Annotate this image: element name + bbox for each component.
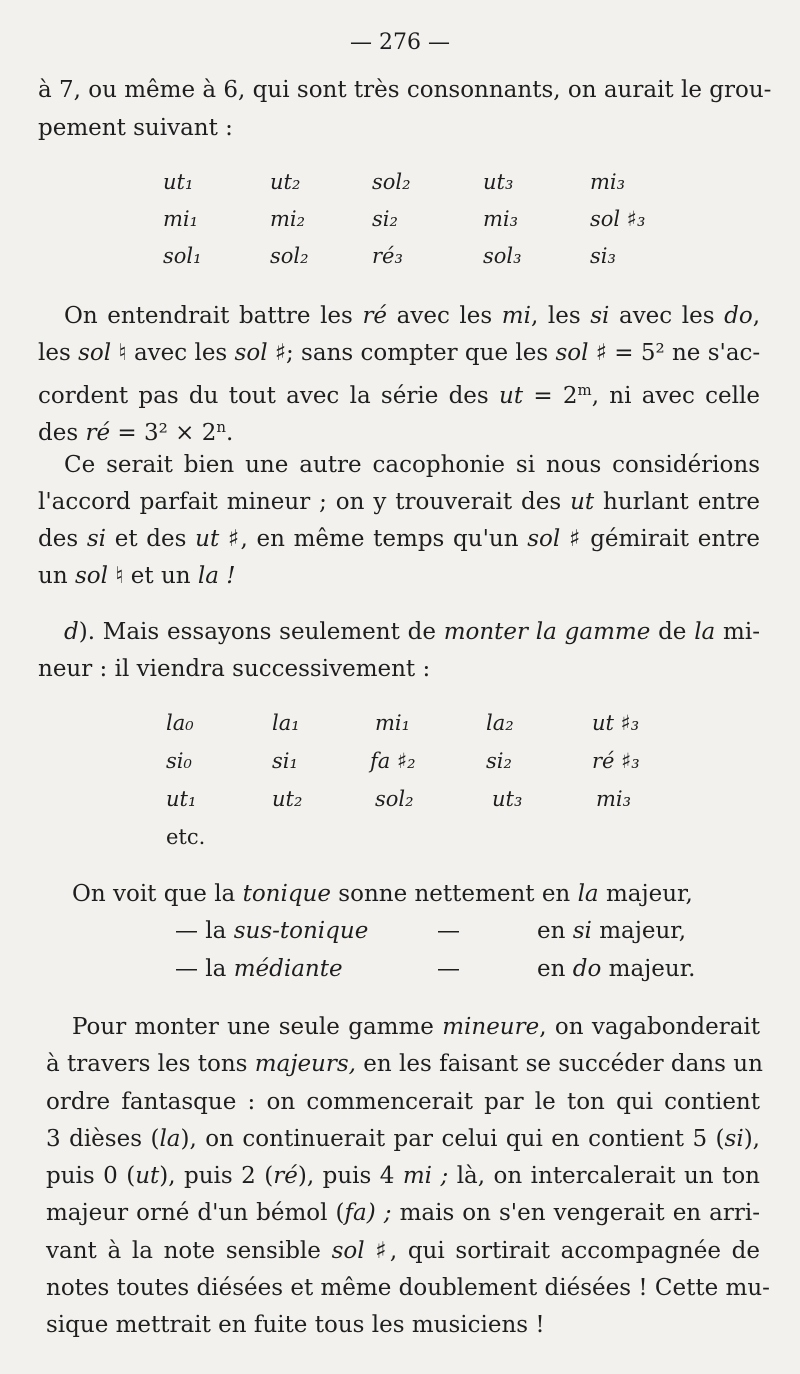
text-run: ), puis 4 [297, 1163, 403, 1189]
text-run: et des [106, 526, 196, 552]
comparison-key [537, 951, 696, 987]
text-run: , en même temps qu'un [240, 526, 528, 552]
text-run: majeur, [591, 918, 687, 944]
italic-run: sol ♯ [331, 1238, 390, 1264]
table-cell: ut₁ [163, 170, 194, 194]
italic-run: médiante [233, 956, 343, 982]
text-run: majeur, [598, 881, 693, 907]
italic-run: fa [344, 1200, 367, 1226]
table-cell: mi₃ [590, 170, 626, 194]
table-cell: ré ♯₃ [592, 749, 640, 773]
text-line [46, 1046, 763, 1082]
table-cell: sol₂ [270, 244, 309, 268]
italic-run: ut ♯ [195, 526, 241, 552]
text-line: à 7, ou même à 6, qui sont très consonnants, on aurait le grou- [38, 77, 772, 103]
table-cell: mi₁ [375, 711, 411, 735]
text-run: , les [530, 303, 591, 329]
italic-run: do [724, 303, 753, 329]
table-cell: sol₁ [163, 244, 202, 268]
italic-run: la [159, 1126, 181, 1152]
text-line [38, 335, 760, 371]
text-run: — la [175, 956, 234, 982]
italic-run: si [590, 303, 610, 329]
text-line: Ce serait bien une autre cacophonie si nous considérions [64, 452, 760, 478]
text-line: pement suivant : [38, 115, 233, 141]
italic-run: si [86, 526, 107, 552]
table-cell: si₂ [486, 749, 512, 773]
table-cell: si₁ [272, 749, 298, 773]
text-run: ), [743, 1126, 760, 1152]
text-run: On entendrait battre les [64, 303, 363, 329]
text-run: l'accord parfait mineur ; on y trouverait des [38, 489, 571, 515]
table-cell: si₀ [166, 749, 192, 773]
text-line [46, 1158, 760, 1194]
text-line [72, 1009, 760, 1045]
text-line [46, 1195, 760, 1231]
italic-run: monter la gamme [443, 619, 651, 645]
table-cell: si₃ [590, 244, 616, 268]
italic-run: ré [362, 303, 388, 329]
text-run: hurlant entre [594, 489, 760, 515]
text-line [38, 521, 760, 557]
italic-run: ut [135, 1163, 160, 1189]
italic-run: ) ; [366, 1200, 392, 1226]
page-number: — 276 — [350, 30, 450, 55]
table-cell: sol ♯₃ [590, 207, 646, 231]
text-run: en les faisant se succéder dans un [355, 1051, 763, 1077]
comparison-row [175, 913, 368, 949]
table-cell: la₂ [486, 711, 514, 735]
italic-run: tonique [242, 881, 331, 907]
text-run: mi- [715, 619, 760, 645]
text-run: Pour monter une seule gamme [72, 1014, 443, 1040]
text-run: ), on continuerait par celui qui en contient 5 ( [180, 1126, 725, 1152]
text-run: puis 0 ( [46, 1163, 136, 1189]
table-cell: ut₂ [270, 170, 301, 194]
italic-run: ré [273, 1163, 298, 1189]
text-line [64, 614, 760, 650]
comparison-row [72, 876, 693, 912]
text-run: majeur. [601, 956, 696, 982]
italic-run: ut [570, 489, 595, 515]
text-line: notes toutes diésées et même doublement diésées ! Cette mu- [46, 1275, 770, 1301]
italic-run: mineure [442, 1014, 540, 1040]
text-run: des [38, 526, 87, 552]
text-run: On voit que la [72, 881, 243, 907]
text-run: des [38, 420, 86, 447]
table-etc: etc. [166, 825, 206, 849]
text-line [38, 409, 760, 451]
text-run: ), puis 2 ( [159, 1163, 274, 1189]
italic-run: sol ♯ [555, 340, 607, 366]
text-line [38, 558, 760, 594]
text-run: , on vagabonderait [539, 1014, 761, 1040]
text-line: sique mettrait en fuite tous les musiciens ! [46, 1312, 545, 1338]
text-line [46, 1233, 760, 1269]
text-run: à travers les tons [46, 1051, 255, 1077]
table-cell: ut₁ [166, 787, 197, 811]
text-run: gémirait entre [581, 526, 760, 552]
table-cell: sol₂ [375, 787, 414, 811]
comparison-row [175, 951, 343, 987]
table-cell: ut₂ [272, 787, 303, 811]
table-cell: mi₁ [163, 207, 199, 231]
italic-run: do [572, 956, 602, 982]
text-run: , ni avec celle [591, 383, 760, 410]
text-run: , qui sortirait accompagnée de [389, 1238, 760, 1264]
text-run: avec les [126, 340, 235, 366]
text-run: en [537, 956, 573, 982]
comparison-dash: — [437, 918, 460, 944]
table-cell: sol₃ [483, 244, 522, 268]
text-run: ; sans compter que les [286, 340, 556, 366]
text-run: majeur orné d'un bémol ( [46, 1200, 345, 1226]
table-cell: mi₃ [596, 787, 632, 811]
text-line: ordre fantasque : on commencerait par le ton qui contient [46, 1089, 760, 1115]
italic-run: si [724, 1126, 744, 1152]
text-run: sonne nettement [338, 881, 535, 907]
text-run: mais on s'en vengerait en arri- [391, 1200, 760, 1226]
text-run: avec les [387, 303, 502, 329]
italic-run: la [577, 881, 599, 907]
text-line [38, 484, 760, 520]
italic-run: sol ♯ [527, 526, 582, 552]
text-run: = 2 [523, 383, 578, 410]
text-run: . [225, 420, 234, 447]
text-run: avec les [609, 303, 725, 329]
text-run: là, on intercalerait un ton [448, 1163, 760, 1189]
table-cell: fa ♯₂ [370, 749, 416, 773]
text-run: = 5² ne s'ac- [606, 340, 761, 366]
text-run: , [752, 303, 761, 329]
italic-run: la ! [197, 563, 236, 589]
italic-run: sol ♮ [74, 563, 124, 589]
text-run: = 3² × 2 [110, 420, 217, 447]
italic-run: si [572, 918, 592, 944]
text-line [38, 372, 760, 414]
table-cell: mi₂ [270, 207, 306, 231]
italic-run: d [64, 619, 79, 645]
text-run: cordent pas du tout avec la série des [38, 383, 499, 410]
comparison-key [537, 913, 686, 949]
text-line: neur : il viendra successivement : [38, 656, 431, 682]
italic-run: sol ♯ [234, 340, 286, 366]
text-run: en [537, 918, 573, 944]
italic-run: sol ♮ [78, 340, 127, 366]
table-cell: la₁ [272, 711, 300, 735]
text-line [64, 298, 760, 334]
italic-run: mi [501, 303, 531, 329]
superscript: n [216, 418, 226, 436]
table-cell: ut ♯₃ [592, 711, 640, 735]
italic-run: ré [85, 420, 111, 447]
table-cell: ré₃ [372, 244, 403, 268]
italic-run: sus-tonique [233, 918, 369, 944]
superscript: m [577, 381, 592, 399]
table-cell: ut₃ [483, 170, 514, 194]
text-run: en [541, 881, 578, 907]
text-run: un [38, 563, 75, 589]
italic-run: mi ; [402, 1163, 449, 1189]
table-cell: mi₃ [483, 207, 519, 231]
italic-run: la [694, 619, 716, 645]
table-cell: ut₃ [492, 787, 523, 811]
text-run: de [650, 619, 695, 645]
table-cell: la₀ [166, 711, 194, 735]
text-run: — la [175, 918, 234, 944]
italic-run: majeurs, [254, 1051, 356, 1077]
text-run: et un [123, 563, 198, 589]
comparison-dash: — [437, 956, 460, 982]
text-run: 3 dièses ( [46, 1126, 160, 1152]
table-cell: sol₂ [372, 170, 411, 194]
italic-run: ut [499, 383, 524, 410]
text-line [46, 1121, 760, 1157]
text-run: les [38, 340, 79, 366]
text-run: ). Mais essayons seulement de [78, 619, 444, 645]
table-cell: si₂ [372, 207, 398, 231]
text-run: vant à la note sensible [46, 1238, 332, 1264]
